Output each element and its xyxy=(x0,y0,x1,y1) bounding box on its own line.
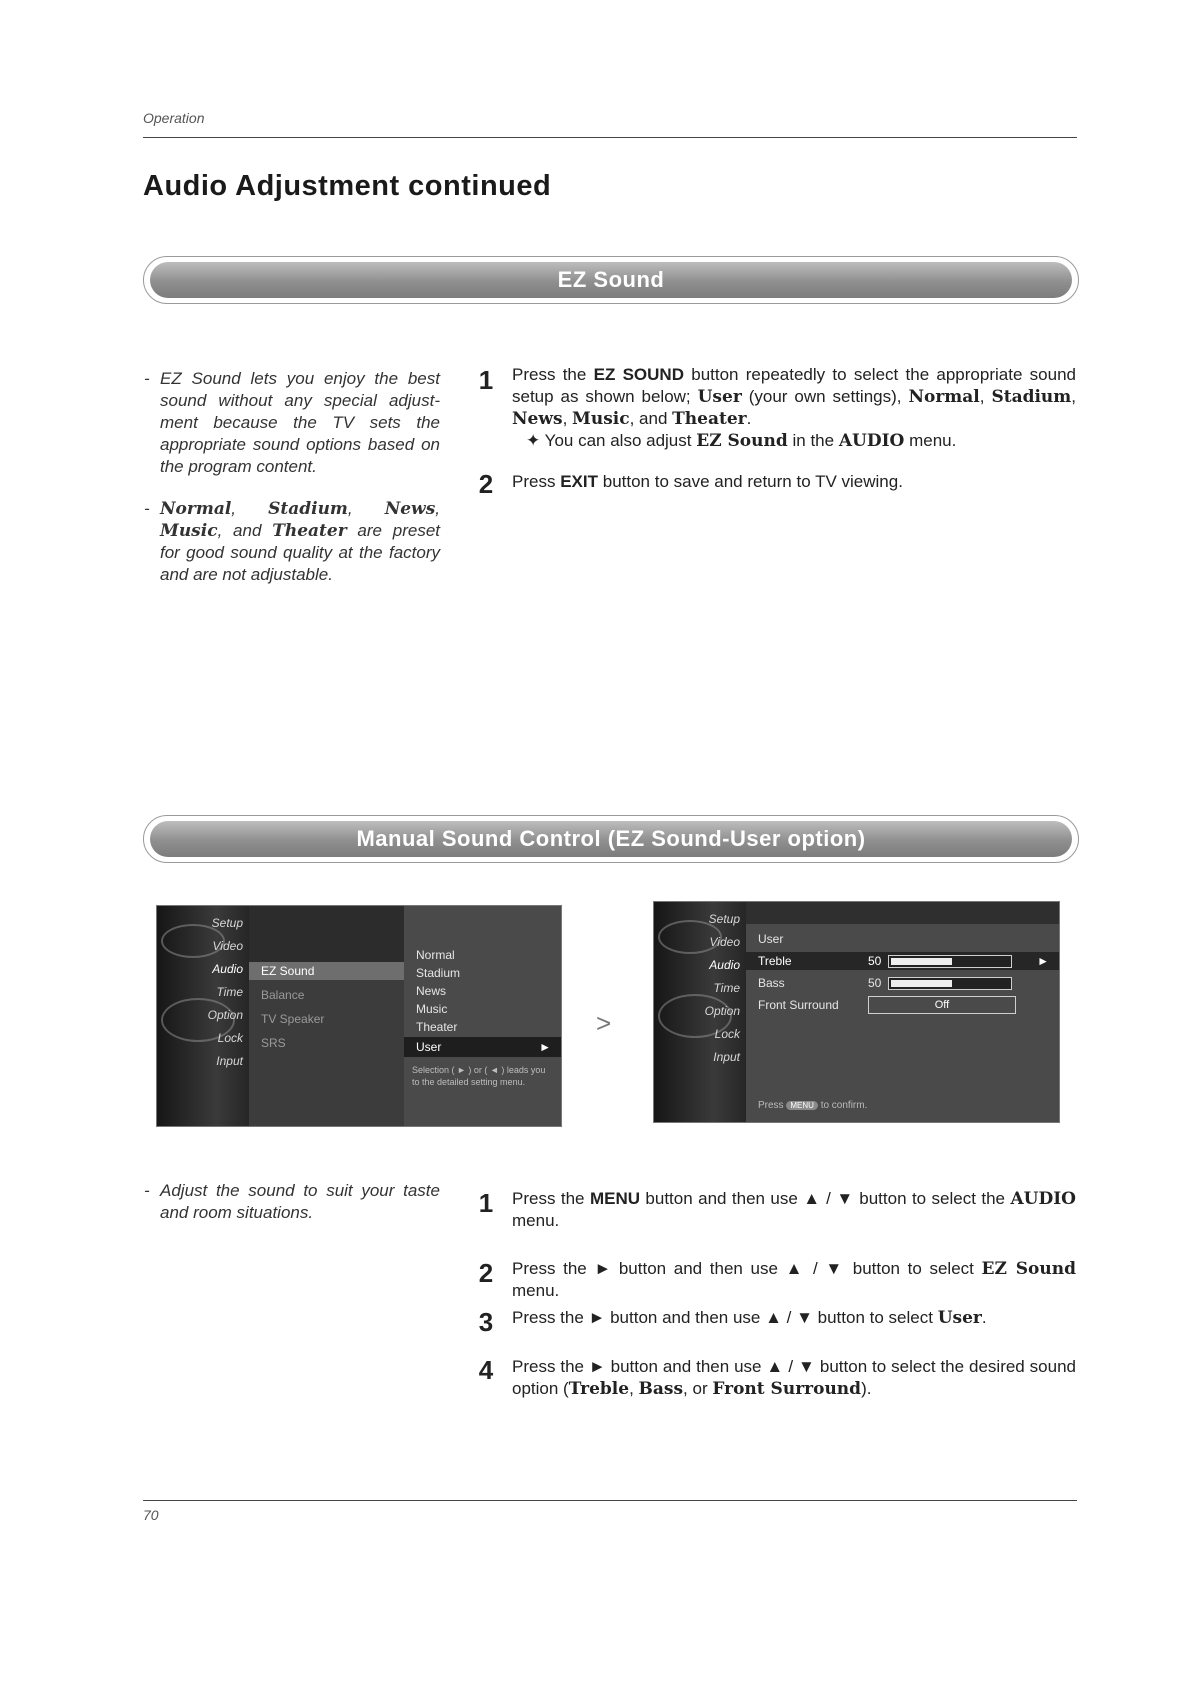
bass-slider[interactable] xyxy=(888,977,1012,990)
exit-button-label: EXIT xyxy=(560,472,598,491)
ez-step-2-number: 2 xyxy=(478,469,494,499)
ez-step-1: Press the EZ SOUND button repeatedly to select the appropriate sound setup as shown below; User (your own settings), Normal, Stadium, News, Music, and Theater. xyxy=(512,365,1077,429)
option-music: Music xyxy=(572,409,630,429)
nav-setup: Setup xyxy=(211,916,243,930)
ez-sound-note-2: - Normal, Stadium, News, Music, and Theater are preset for good sound quality at the factory and are not adjustable. xyxy=(144,499,440,584)
footer-rule xyxy=(143,1500,1077,1501)
option-item-user-highlight[interactable] xyxy=(404,1037,561,1057)
nav-video-2: Video xyxy=(709,935,740,949)
ez-step-1-subnote: ✦ You can also adjust EZ Sound in the AUDIO menu. xyxy=(526,431,957,451)
option-item-theater[interactable]: Theater xyxy=(416,1020,458,1034)
menu-button-label: MENU xyxy=(589,1189,640,1208)
audio-submenu-panel xyxy=(249,906,404,1126)
option-theater: Theater xyxy=(672,409,747,429)
next-screen-arrow-icon: > xyxy=(596,1008,612,1038)
row-treble[interactable] xyxy=(746,952,1059,970)
preset-normal: Normal xyxy=(160,499,232,519)
manual-step-4: Press the ► button and then use ▲ / ▼ button to select the desired sound option (Treble, Bass, or Front Surround). xyxy=(512,1357,1076,1399)
option-item-news[interactable]: News xyxy=(416,984,447,998)
ez-sound-button-label: EZ SOUND xyxy=(593,365,684,384)
manual-sound-banner-title: Manual Sound Control (EZ Sound-User option) xyxy=(356,826,866,851)
manual-step-1-number: 1 xyxy=(478,1188,494,1218)
nav-column-2 xyxy=(654,902,746,1122)
arrow-right-icon: ► xyxy=(1037,954,1049,968)
option-news: News xyxy=(512,409,563,429)
front-surround-label: Front Surround xyxy=(758,998,839,1012)
option-normal: Normal xyxy=(908,387,980,407)
header-rule xyxy=(143,137,1077,138)
manual-step-2: Press the ► button and then use ▲ / ▼ button to select EZ Sound menu. xyxy=(512,1259,1076,1300)
nav-input-2: Input xyxy=(713,1050,740,1064)
option-stadium: Stadium xyxy=(991,387,1072,407)
menu-srs[interactable]: SRS xyxy=(261,1036,286,1050)
bass-label: Bass xyxy=(758,976,785,990)
ez-sound-note-2-text: are preset for good sound quality at the factory and are not adjustable. xyxy=(160,521,440,584)
menu-balance[interactable]: Balance xyxy=(261,988,305,1002)
nav-time-2: Time xyxy=(713,981,740,995)
treble-value: 50 xyxy=(868,954,882,968)
ez-step-2: Press EXIT button to save and return to TV viewing. xyxy=(512,472,903,491)
ez-sound-note-1: - EZ Sound lets you enjoy the best sound without any special adjust-ment because the TV sets the appropriate sound options based on the program content. xyxy=(144,369,440,476)
user-settings-screen xyxy=(653,901,1060,1123)
nav-audio: Audio xyxy=(212,962,243,976)
nav-setup-2: Setup xyxy=(708,912,740,926)
nav-input: Input xyxy=(216,1054,243,1068)
option-item-music[interactable]: Music xyxy=(416,1002,448,1016)
bullet-icon: ✦ xyxy=(526,431,541,450)
section-label: Operation xyxy=(143,110,205,126)
page-title: Audio Adjustment continued xyxy=(143,170,552,202)
option-item-normal[interactable]: Normal xyxy=(416,948,455,962)
nav-lock: Lock xyxy=(217,1031,243,1045)
option-user: User xyxy=(697,387,742,407)
menu-key-icon: MENU xyxy=(786,1101,818,1110)
bass-slider-fill xyxy=(891,980,952,987)
note-and: and xyxy=(233,521,262,540)
audio-menu-screen xyxy=(156,905,562,1127)
treble-slider-fill xyxy=(891,958,952,965)
manual-step-4-number: 4 xyxy=(478,1355,494,1385)
ez-sound-note-1-text: EZ Sound lets you enjoy the best sound without any special adjust-ment because the TV sets the appropriate sound options based on the program content. xyxy=(160,369,440,476)
bass-value: 50 xyxy=(868,976,882,990)
manual-step-2-number: 2 xyxy=(478,1258,494,1288)
manual-sound-banner xyxy=(143,815,1079,863)
option-item-user[interactable]: User xyxy=(416,1040,442,1054)
ez-sound-options-panel xyxy=(404,906,561,1126)
nav-lock-2: Lock xyxy=(714,1027,740,1041)
manual-note-text: Adjust the sound to suit your taste and room situations. xyxy=(160,1181,440,1222)
nav-time: Time xyxy=(216,985,243,999)
ez-step-1-number: 1 xyxy=(478,365,494,395)
nav-option-2: Option xyxy=(704,1004,740,1018)
preset-stadium: Stadium xyxy=(268,499,348,519)
menu-help-text: Selection ( ► ) or ( ◄ ) leads you to the detailed setting menu. xyxy=(412,1065,546,1087)
preset-music: Music xyxy=(160,521,218,541)
manual-step-3: Press the ► button and then use ▲ / ▼ button to select User. xyxy=(512,1308,987,1328)
user-header: User xyxy=(758,932,784,946)
confirm-hint: Press MENU to confirm. xyxy=(758,1100,868,1111)
ez-sound-banner xyxy=(143,256,1079,304)
front-surround-select[interactable]: Off xyxy=(868,996,1016,1014)
menu-tv-speaker[interactable]: TV Speaker xyxy=(261,1012,325,1026)
ez-sound-banner-title: EZ Sound xyxy=(557,267,665,292)
manual-note: - Adjust the sound to suit your taste and room situations. xyxy=(144,1181,440,1222)
treble-label: Treble xyxy=(758,954,792,968)
preset-theater: Theater xyxy=(272,521,347,541)
page-number: 70 xyxy=(143,1507,159,1523)
manual-step-1: Press the MENU button and then use ▲ / ▼ button to select the AUDIO menu. xyxy=(512,1189,1076,1230)
nav-option: Option xyxy=(207,1008,243,1022)
nav-audio-2: Audio xyxy=(709,958,740,972)
option-item-stadium[interactable]: Stadium xyxy=(416,966,461,980)
manual-step-3-number: 3 xyxy=(478,1307,494,1337)
user-settings-panel xyxy=(746,902,1059,1122)
arrow-right-icon: ► xyxy=(539,1040,551,1054)
nav-video: Video xyxy=(212,939,243,953)
menu-ez-sound[interactable]: EZ Sound xyxy=(261,964,315,978)
treble-slider[interactable] xyxy=(888,955,1012,968)
nav-column xyxy=(157,906,249,1126)
preset-news: News xyxy=(384,499,436,519)
